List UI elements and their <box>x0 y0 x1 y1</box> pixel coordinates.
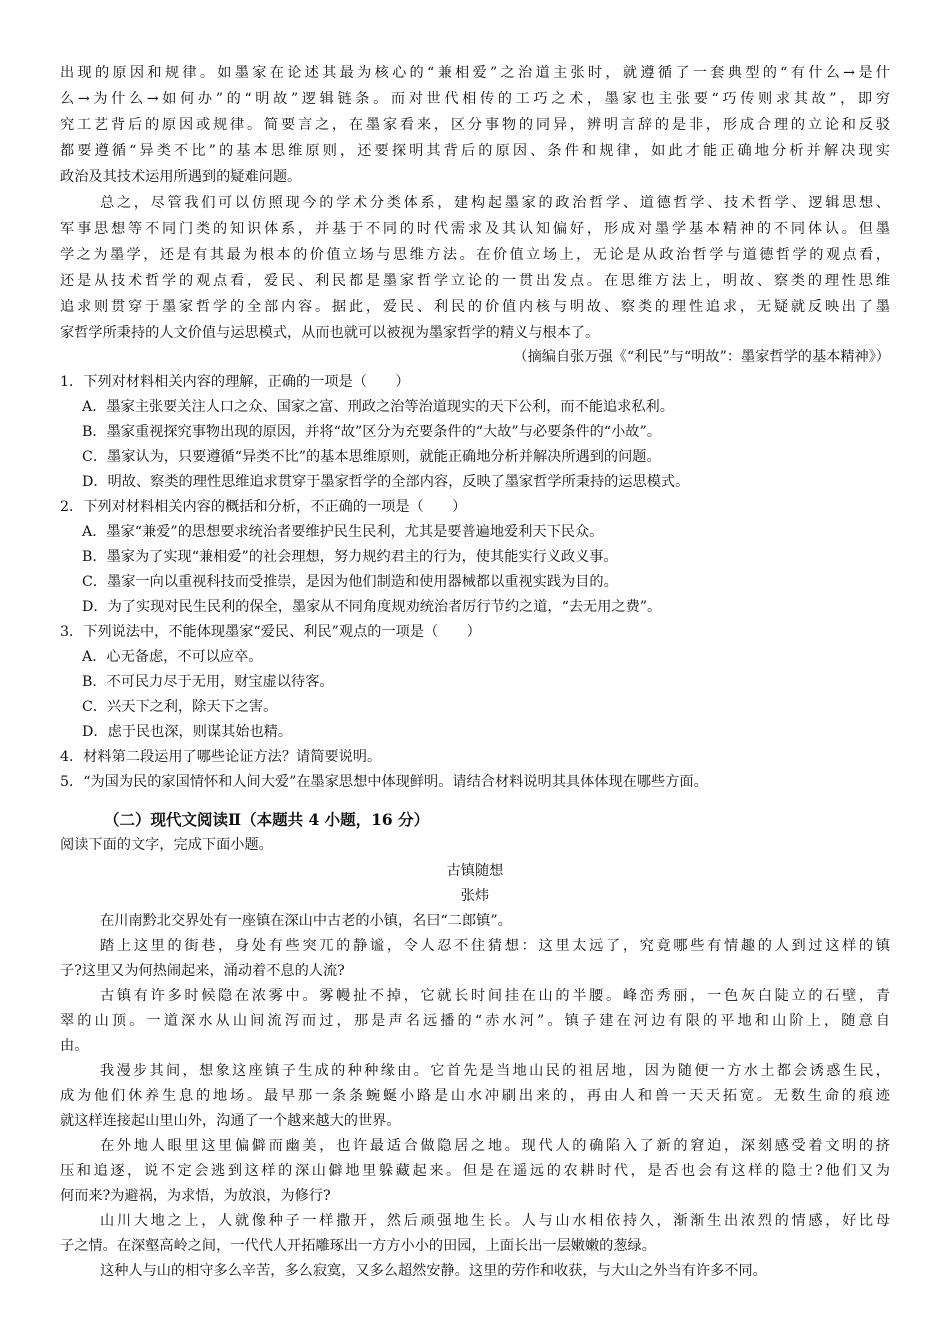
question-option[interactable]: C．墨家一向以重视科技而受推崇，是因为他们制造和使用器械都以重视实践为目的。 <box>82 574 618 590</box>
passage-line: 政治及其技术运用所遇到的疑难问题。 <box>60 169 302 185</box>
passage-line: 都要遵循“异类不比”的基本思维原则，还要探明其背后的原因、条件和规律，如此才能正确地分析并解决现实 <box>60 143 890 159</box>
question-option[interactable]: D．虑于民也深，则谋其始也精。 <box>82 724 293 740</box>
article-line: 山川大地之上，人就像种子一样撒开，然后顽强地生长。人与山水相依持久，渐渐生出浓烈的情感，好比母 <box>100 1213 890 1229</box>
article-line: 何而来?为避祸，为求悟，为放浪，为修行? <box>60 1188 331 1204</box>
article-line: 由。 <box>60 1038 89 1054</box>
question-option[interactable]: C．墨家认为，只要遵循“异类不比”的基本思维原则，就能正确地分析并解决所遇到的问题。 <box>82 449 661 465</box>
question-option[interactable]: D．为了实现对民生民利的保全，墨家从不同角度规劝统治者厉行节约之道，“去无用之费”。 <box>82 599 662 615</box>
question-stem: 5．“为国为民的家国情怀和人间大爱”在墨家思想中体现鲜明。请结合材料说明其具体体现在哪些方面。 <box>60 774 708 790</box>
question-stem: 3．下列说法中，不能体现墨家“爱民、利民”观点的一项是（ ） <box>60 624 481 640</box>
article-line: 子?这里又为何热闹起来，涌动着不息的人流? <box>60 963 345 979</box>
passage-line: 军事思想等不同门类的知识体系，并基于不同的时代需求及其认知偏好，形成对墨学基本精神的不同体认。但墨 <box>60 221 890 237</box>
passage-line: 么→为什么→如何办”的“明故”逻辑链条。而对世代相传的工巧之术，墨家也主张要“巧传则求其故”，即穷 <box>60 91 890 107</box>
question-stem: 2．下列对材料相关内容的概括和分析，不正确的一项是（ ） <box>60 499 467 515</box>
passage-line: 究工艺背后的原因或规律。简要言之，在墨家看来，区分事物的同异，辨明言辞的是非，形成合理的立论和反驳 <box>60 117 890 133</box>
question-option[interactable]: A．心无备虑，不可以应卒。 <box>82 649 263 665</box>
question-option[interactable]: A．墨家主张要关注人口之众、国家之富、刑政之治等治道现实的天下公利，而不能追求私利。 <box>82 399 674 415</box>
section-instruction: 阅读下面的文字，完成下面小题。 <box>60 837 273 853</box>
question-option[interactable]: B．墨家重视探究事物出现的原因，并将“故”区分为充要条件的“大故”与必要条件的“小故”。 <box>82 424 661 440</box>
article-line: 在外地人眼里这里偏僻而幽美，也许最适合做隐居之地。现代人的确陷入了新的窘迫，深刻感受着文明的挤 <box>100 1138 890 1154</box>
article-line: 我漫步其间，想象这座镇子生成的种种缘由。它首先是当地山民的祖居地，因为随便一方水土都会诱惑生民， <box>100 1063 890 1079</box>
article-line: 古镇有许多时候隐在浓雾中。雾幔扯不掉，它就长时间挂在山的半腰。峰峦秀丽，一色灰白陡立的石壁，青 <box>100 988 890 1004</box>
article-author: 张炜 <box>460 888 490 904</box>
source-citation: （摘编自张万强《“利民”与“明故”：墨家哲学的基本精神》） <box>513 349 890 365</box>
article-line: 翠的山顶。一道深水从山间流泻而过，那是声名远播的“赤水河”。镇子建在河边有限的平地和山阶上，随意自 <box>60 1013 890 1029</box>
article-line: 这种人与山的相守多么辛苦，多么寂寞，又多么超然安静。这里的劳作和收获，与大山之外当有许多不同。 <box>100 1263 767 1279</box>
article-line: 踏上这里的街巷，身处有些突兀的静谧，令人忍不住猜想：这里太远了，究竟哪些有情趣的人到过这样的镇 <box>100 938 890 954</box>
article-line: 压和追逐，说不定会逃到这样的深山僻地里躲藏起来。但是在遥远的农耕时代，是否也会有这样的隐士?他们又为 <box>60 1163 890 1179</box>
passage-line: 还是从技术哲学的观点看，爱民、利民都是墨家哲学立论的一贯出发点。在思维方法上，明故、察类的理性思维 <box>60 273 890 289</box>
question-option[interactable]: B．不可民力尽于无用，财宝虚以待客。 <box>82 674 334 690</box>
article-title: 古镇随想 <box>446 863 504 879</box>
passage-line: 总之，尽管我们可以仿照现今的学术分类体系，建构起墨家的政治哲学、道德哲学、技术哲学、逻辑思想、 <box>100 195 890 211</box>
passage-line: 追求则贯穿于墨家哲学的全部内容。据此，爱民、利民的价值内核与明故、察类的理性追求，无疑就反映出了墨 <box>60 299 890 315</box>
passage-line: 家哲学所秉持的人文价值与运思模式，从而也就可以被视为墨家哲学的精义与根本了。 <box>60 325 600 341</box>
passage-line: 出现的原因和规律。如墨家在论述其最为核心的“兼相爱”之治道主张时，就遵循了一套典型的“有什么→是什 <box>60 65 890 81</box>
article-line: 成为他们休养生息的地场。最早那一条条蜿蜒小路是山水冲刷出来的，再由人和兽一天天拓宽。无数生命的痕迹 <box>60 1088 890 1104</box>
article-line: 子之情。在深壑高岭之间，一代代人开拓雕琢出一方方小小的田园，上面长出一层嫩嫩的葱绿。 <box>60 1238 656 1254</box>
passage-line: 学之为墨学，还是有其最为根本的价值立场与思维方法。在价值立场上，无论是从政治哲学与道德哲学的观点看， <box>60 247 890 263</box>
question-option[interactable]: B．墨家为了实现“兼相爱”的社会理想，努力规约君主的行为，使其能实行义政义事。 <box>82 549 618 565</box>
article-line: 就这样连接起山里山外，沟通了一个越来越大的世界。 <box>60 1113 401 1129</box>
question-option[interactable]: A．墨家“兼爱”的思想要求统治者要维护民生民利，尤其是要普遍地爱利天下民众。 <box>82 524 604 540</box>
question-stem: 4．材料第二段运用了哪些论证方法？请简要说明。 <box>60 749 382 765</box>
section-heading: （二）现代文阅读Ⅱ（本题共 4 小题，16 分） <box>104 810 430 829</box>
question-option[interactable]: C．兴天下之利，除天下之害。 <box>82 699 278 715</box>
question-option[interactable]: D．明故、察类的理性思维追求贯穿于墨家哲学的全部内容，反映了墨家哲学所秉持的运思模式。 <box>82 474 690 490</box>
article-line: 在川南黔北交界处有一座镇在深山中古老的小镇，名曰“二郎镇”。 <box>100 913 512 929</box>
question-stem: 1．下列对材料相关内容的理解，正确的一项是（ ） <box>60 374 410 390</box>
